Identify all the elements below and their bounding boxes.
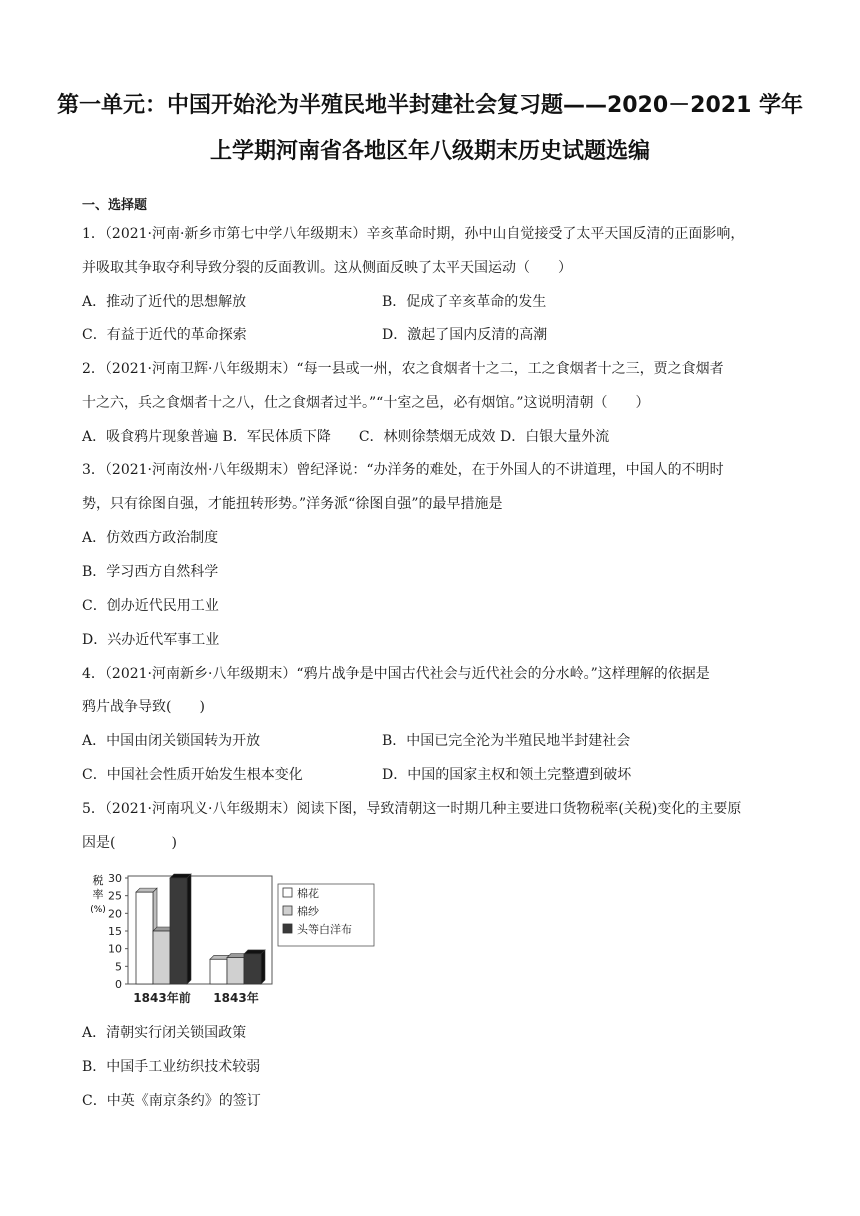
q1-stem-line1: 1．（2021·河南·新乡市第七中学八年级期末）辛亥革命时期，孙中山自觉接受了太平天国反清的正面影响， — [82, 226, 745, 242]
q1-option-b: B．促成了辛亥革命的发生 — [382, 294, 547, 310]
section-heading: 一、选择题 — [82, 198, 148, 213]
document-title-line2: 上学期河南省各地区年八级期末历史试题选编 — [209, 139, 650, 164]
x-category-label: 1843年前 — [133, 991, 191, 1005]
y-tick-label: 0 — [115, 978, 122, 991]
document-title-line1: 第一单元：中国开始沦为半殖民地半封建社会复习题——2020－2021 学年 — [56, 93, 804, 118]
bar-side — [261, 950, 265, 984]
bar-top — [136, 888, 157, 892]
x-category-label: 1843年 — [213, 991, 259, 1005]
q5-option-b: B．中国手工业纺织技术较弱 — [82, 1059, 261, 1075]
q4-option-d: D．中国的国家主权和领土完整遭到破坏 — [382, 767, 632, 783]
q1-option-c: C．有益于近代的革命探索 — [82, 327, 247, 343]
q3-option-b: B．学习西方自然科学 — [82, 564, 219, 580]
bar — [210, 959, 227, 984]
q5-stem-line2: 因是( ) — [82, 835, 177, 851]
q5-option-c: C．中英《南京条约》的签订 — [82, 1093, 261, 1109]
y-tick-label: 15 — [108, 925, 122, 938]
q4-option-a: A．中国由闭关锁国转为开放 — [82, 733, 261, 749]
bar — [244, 954, 261, 984]
q2-options: A．吸食鸦片现象普遍 B．军民体质下降 C．林则徐禁烟无成效 D．白银大量外流 — [82, 429, 610, 445]
q4-stem-line2: 鸦片战争导致( ) — [82, 699, 205, 715]
bar-top — [170, 874, 191, 878]
y-tick-label: 5 — [115, 960, 122, 974]
legend-swatch — [283, 924, 292, 933]
q3-stem-line1: 3．（2021·河南汝州·八年级期末）曾纪泽说：“办洋务的难处，在于外国人的不讲道理，中国人的不明时 — [82, 462, 724, 478]
bar — [227, 958, 244, 985]
q1-option-d: D．激起了国内反清的高潮 — [382, 327, 548, 343]
bar — [136, 892, 153, 984]
legend-label: 棉花 — [297, 887, 319, 900]
y-tick-label: 25 — [108, 889, 122, 903]
y-tick-label: 10 — [108, 942, 122, 956]
legend-swatch — [283, 906, 292, 915]
y-axis-label-char-2: 率 — [92, 888, 104, 901]
bar — [170, 878, 187, 984]
q3-option-a: A．仿效西方政治制度 — [82, 530, 219, 546]
y-axis-label-char-1: 税 — [92, 874, 104, 887]
q4-stem-line1: 4．（2021·河南新乡·八年级期末）“鸦片战争是中国古代社会与近代社会的分水岭。”这样理解的依据是 — [82, 666, 710, 682]
q1-stem-line2: 并吸取其争取夺利导致分裂的反面教训。这从侧面反映了太平天国运动（ ） — [82, 260, 572, 276]
q2-stem-line2: 十之六，兵之食烟者十之八，仕之食烟者过半。”“十室之邑，必有烟馆。”这说明清朝（ ） — [82, 395, 650, 411]
q3-option-d: D．兴办近代军事工业 — [82, 632, 220, 648]
q4-option-b: B．中国已完全沦为半殖民地半封建社会 — [382, 733, 631, 749]
q3-option-c: C．创办近代民用工业 — [82, 598, 219, 614]
q4-option-c: C．中国社会性质开始发生根本变化 — [82, 767, 303, 783]
legend-label: 棉纱 — [297, 905, 319, 918]
q5-option-a: A．清朝实行闭关锁国政策 — [82, 1025, 247, 1041]
tariff-rate-bar-chart — [82, 866, 378, 1008]
y-tick-label: 30 — [108, 872, 122, 885]
legend-label: 头等白洋布 — [297, 923, 352, 936]
bar-top — [244, 950, 265, 954]
q5-stem-line1: 5．（2021·河南巩义·八年级期末）阅读下图，导致清朝这一时期几种主要进口货物税率(关税)变化的主要原 — [82, 801, 742, 817]
y-tick-label: 20 — [108, 907, 122, 921]
q2-stem-line1: 2．（2021·河南卫辉·八年级期末）“每一县或一州，农之食烟者十之二，工之食烟者十之三，贾之食烟者 — [82, 361, 724, 377]
legend-swatch — [283, 888, 292, 897]
q1-option-a: A．推动了近代的思想解放 — [82, 294, 247, 310]
bar-side — [187, 874, 191, 984]
q3-stem-line2: 势，只有徐图自强，才能扭转形势。”洋务派“徐图自强”的最早措施是 — [82, 496, 503, 512]
y-axis-label-unit: (%) — [90, 905, 106, 915]
bar — [153, 931, 170, 984]
